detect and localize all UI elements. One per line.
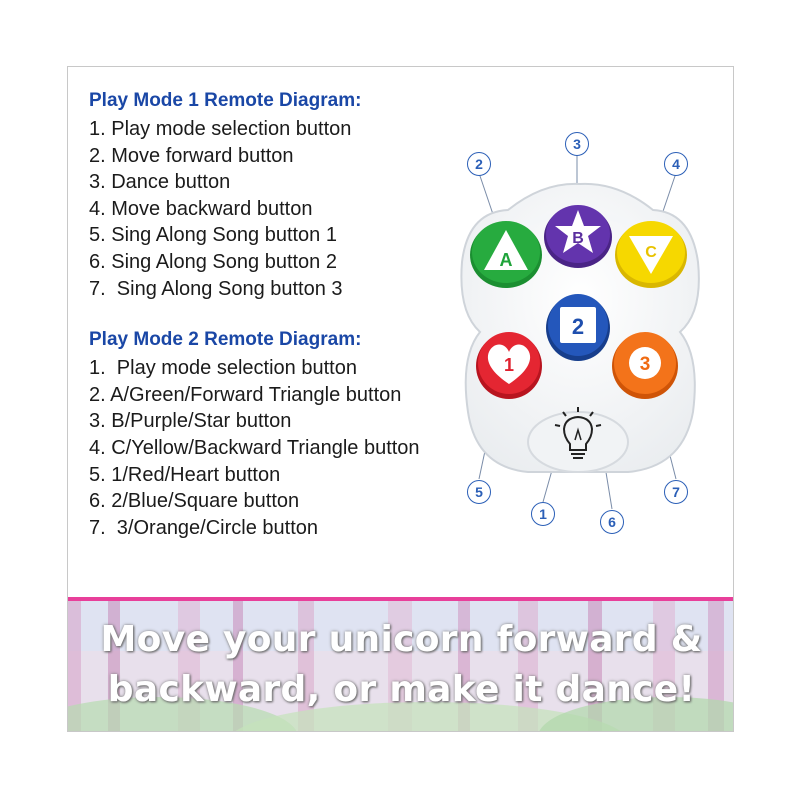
mode1-list xyxy=(89,116,489,302)
list-item: 4. Move backward button xyxy=(89,197,313,220)
remote-diagram xyxy=(448,122,718,542)
product-panel xyxy=(67,66,734,732)
orange-button-label: 3 xyxy=(639,354,651,375)
mode1-heading: Play Mode 1 Remote Diagram: xyxy=(89,90,362,111)
callout-6: 6 xyxy=(600,510,624,534)
list-item: 3. B/Purple/Star button xyxy=(89,410,292,433)
banner-headline xyxy=(68,615,734,715)
remote-illustration xyxy=(448,122,718,542)
promo-banner xyxy=(68,597,734,732)
red-button-label: 1 xyxy=(503,355,515,375)
green-button-label: A xyxy=(499,250,513,270)
list-item: 1. Play mode selection button xyxy=(89,118,352,140)
callout-2: 2 xyxy=(467,152,491,176)
mode2-list xyxy=(89,355,489,541)
banner-line-1: Move your unicorn forward & xyxy=(100,619,703,660)
list-item: 2. Move forward button xyxy=(89,144,294,167)
list-item: 7. 3/Orange/Circle button xyxy=(89,516,319,539)
instructions-column xyxy=(89,89,489,541)
callout-3: 3 xyxy=(565,132,589,156)
callout-4: 4 xyxy=(664,152,688,176)
list-item: 5. 1/Red/Heart button xyxy=(89,463,281,486)
list-item: 7. Sing Along Song button 3 xyxy=(89,277,343,300)
list-item: 2. A/Green/Forward Triangle button xyxy=(89,383,402,406)
callout-1: 1 xyxy=(531,502,555,526)
mode2-heading: Play Mode 2 Remote Diagram: xyxy=(89,329,362,351)
list-item: 5. Sing Along Song button 1 xyxy=(89,224,337,247)
list-item: 3. Dance button xyxy=(89,171,231,194)
callout-5: 5 xyxy=(467,480,491,504)
yellow-button-label: C xyxy=(645,244,657,261)
blue-button-label: 2 xyxy=(571,314,585,339)
list-item: 1. Play mode selection button xyxy=(89,357,357,380)
purple-button-label: B xyxy=(572,230,584,247)
list-item: 4. C/Yellow/Backward Triangle button xyxy=(89,436,420,459)
banner-line-2: backward, or make it dance! xyxy=(107,669,696,710)
list-item: 6. Sing Along Song button 2 xyxy=(89,250,337,273)
callout-7: 7 xyxy=(664,480,688,504)
list-item: 6. 2/Blue/Square button xyxy=(89,490,300,513)
